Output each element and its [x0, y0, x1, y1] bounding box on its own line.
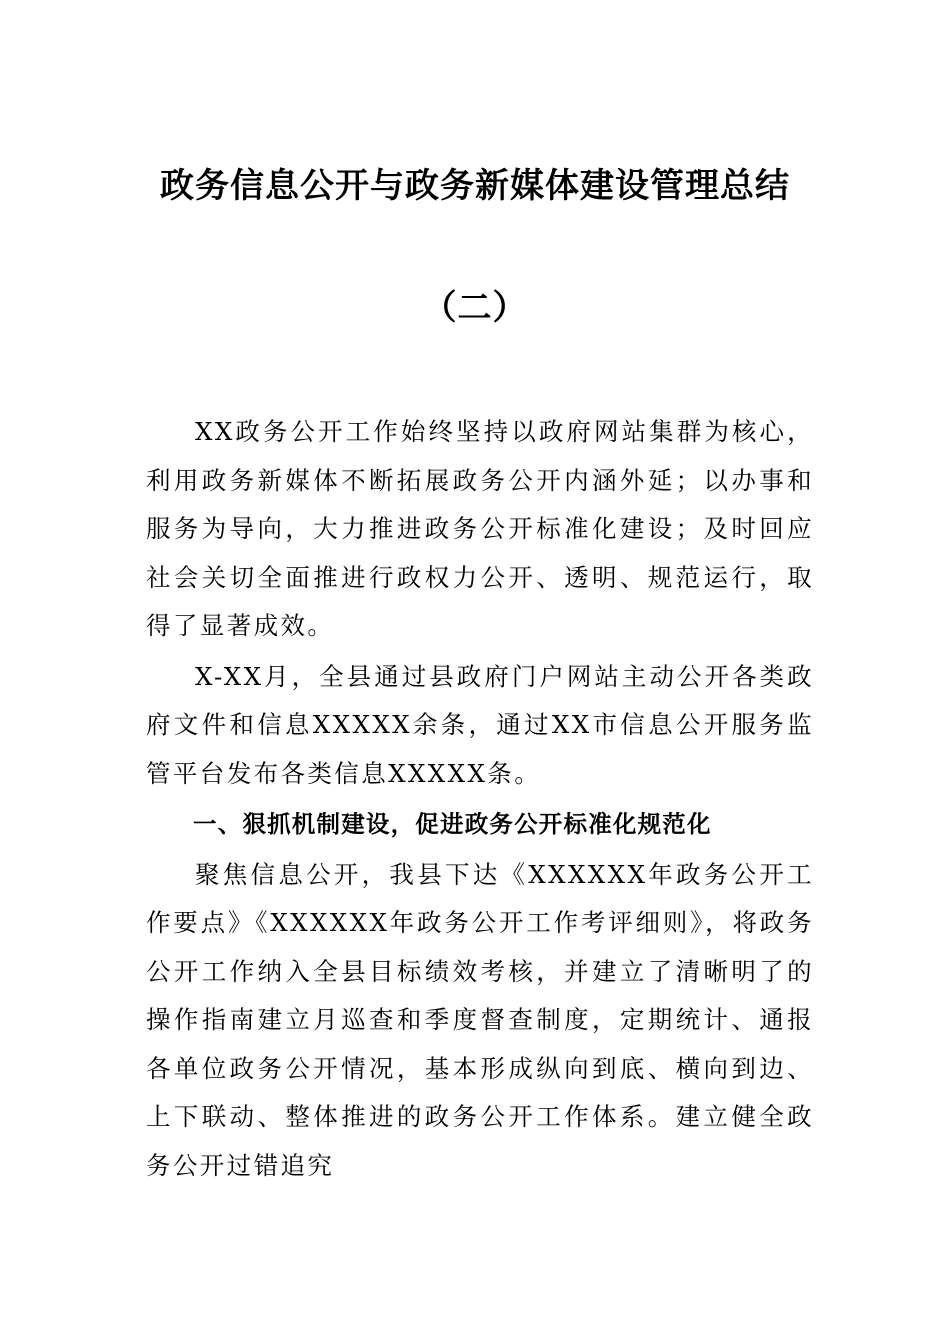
- document-subtitle: （二）: [422, 288, 528, 328]
- document-title: 政务信息公开与政务新媒体建设管理总结: [160, 166, 790, 206]
- paragraph-intro: XX政务公开工作始终坚持以政府网站集群为核心，利用政务新媒体不断拓展政务公开内涵外延；以办事和服务为导向，大力推进政务公开标准化建设；及时回应社会关切全面推进行政权力公开、透明、规范运行，取得了显著成效。: [146, 417, 814, 640]
- section-heading-1: 一、狠抓机制建设，促进政务公开标准化规范化: [193, 810, 712, 838]
- document-body: [146, 408, 814, 1190]
- paragraph-statistics: X-XX月，全县通过县政府门户网站主动公开各类政府文件和信息XXXXX余条，通过XX市信息公开服务监管平台发布各类信息XXXXX条。: [146, 661, 814, 788]
- paragraph-section-1: 聚焦信息公开，我县下达《XXXXXX年政务公开工作要点》《XXXXXX年政务公开工作考评细则》，将政务公开工作纳入全县目标绩效考核，并建立了清晰明了的操作指南建立月巡查和季度督查制度，定期统计、通报各单位政务公开情况，基本形成纵向到底、横向到边、上下联动、整体推进的政务公开工作体系。建立健全政务公开过错追究: [146, 859, 814, 1180]
